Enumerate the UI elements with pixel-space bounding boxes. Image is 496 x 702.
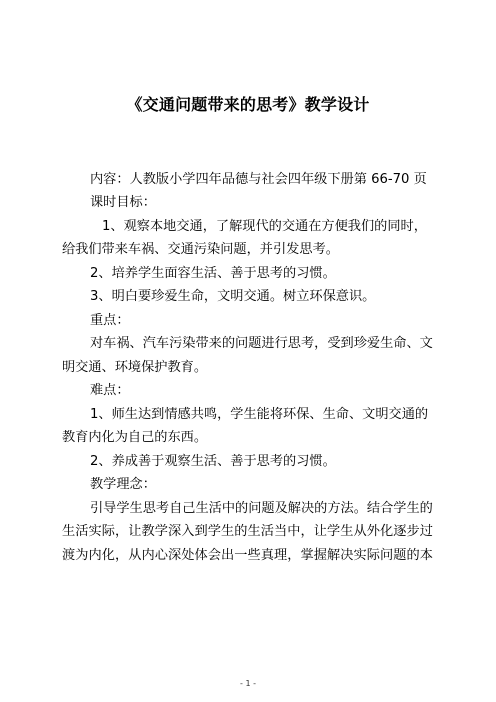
- philosophy-line-2: 生活实际，让教学深入到学生的生活当中，让学生从外化逐步过: [62, 524, 433, 539]
- content-line: 内容：人教版小学四年品德与社会四年级下册第 66-70 页: [90, 172, 427, 187]
- objectives-heading: 课时目标：: [90, 195, 156, 210]
- objective-3: 3、明白要珍爱生命，文明交通。树立环保意识。: [90, 289, 376, 304]
- key-points-heading: 重点：: [90, 313, 130, 328]
- difficulty-1-line-2: 教育内化为自己的东西。: [62, 430, 208, 445]
- objective-1-line-1: 1、观察本地交通，了解现代的交通在方便我们的同时，: [102, 219, 427, 234]
- key-points-line-1: 对车祸、汽车污染带来的问题进行思考，受到珍爱生命、文: [90, 336, 433, 351]
- difficulty-1-line-1: 1、师生达到情感共鸣，学生能将环保、生命、文明交通的: [90, 407, 429, 422]
- objective-1-line-2: 给我们带来车祸、交通污染问题，并引发思考。: [62, 242, 339, 257]
- philosophy-line-1: 引导学生思考自己生活中的问题及解决的方法。结合学生的: [90, 501, 433, 516]
- key-points-line-2: 明交通、环境保护教育。: [62, 360, 208, 375]
- objective-2: 2、培养学生面容生活、善于思考的习惯。: [90, 266, 336, 281]
- difficulty-2: 2、养成善于观察生活、善于思考的习惯。: [90, 454, 336, 469]
- document-title: 《交通问题带来的思考》教学设计: [126, 95, 370, 114]
- philosophy-line-3: 渡为内化，从内心深处体会出一些真理，掌握解决实际问题的本: [62, 548, 433, 563]
- page-number: - 1 -: [240, 679, 256, 688]
- philosophy-heading: 教学理念：: [90, 477, 156, 492]
- difficulties-heading: 难点：: [90, 383, 130, 398]
